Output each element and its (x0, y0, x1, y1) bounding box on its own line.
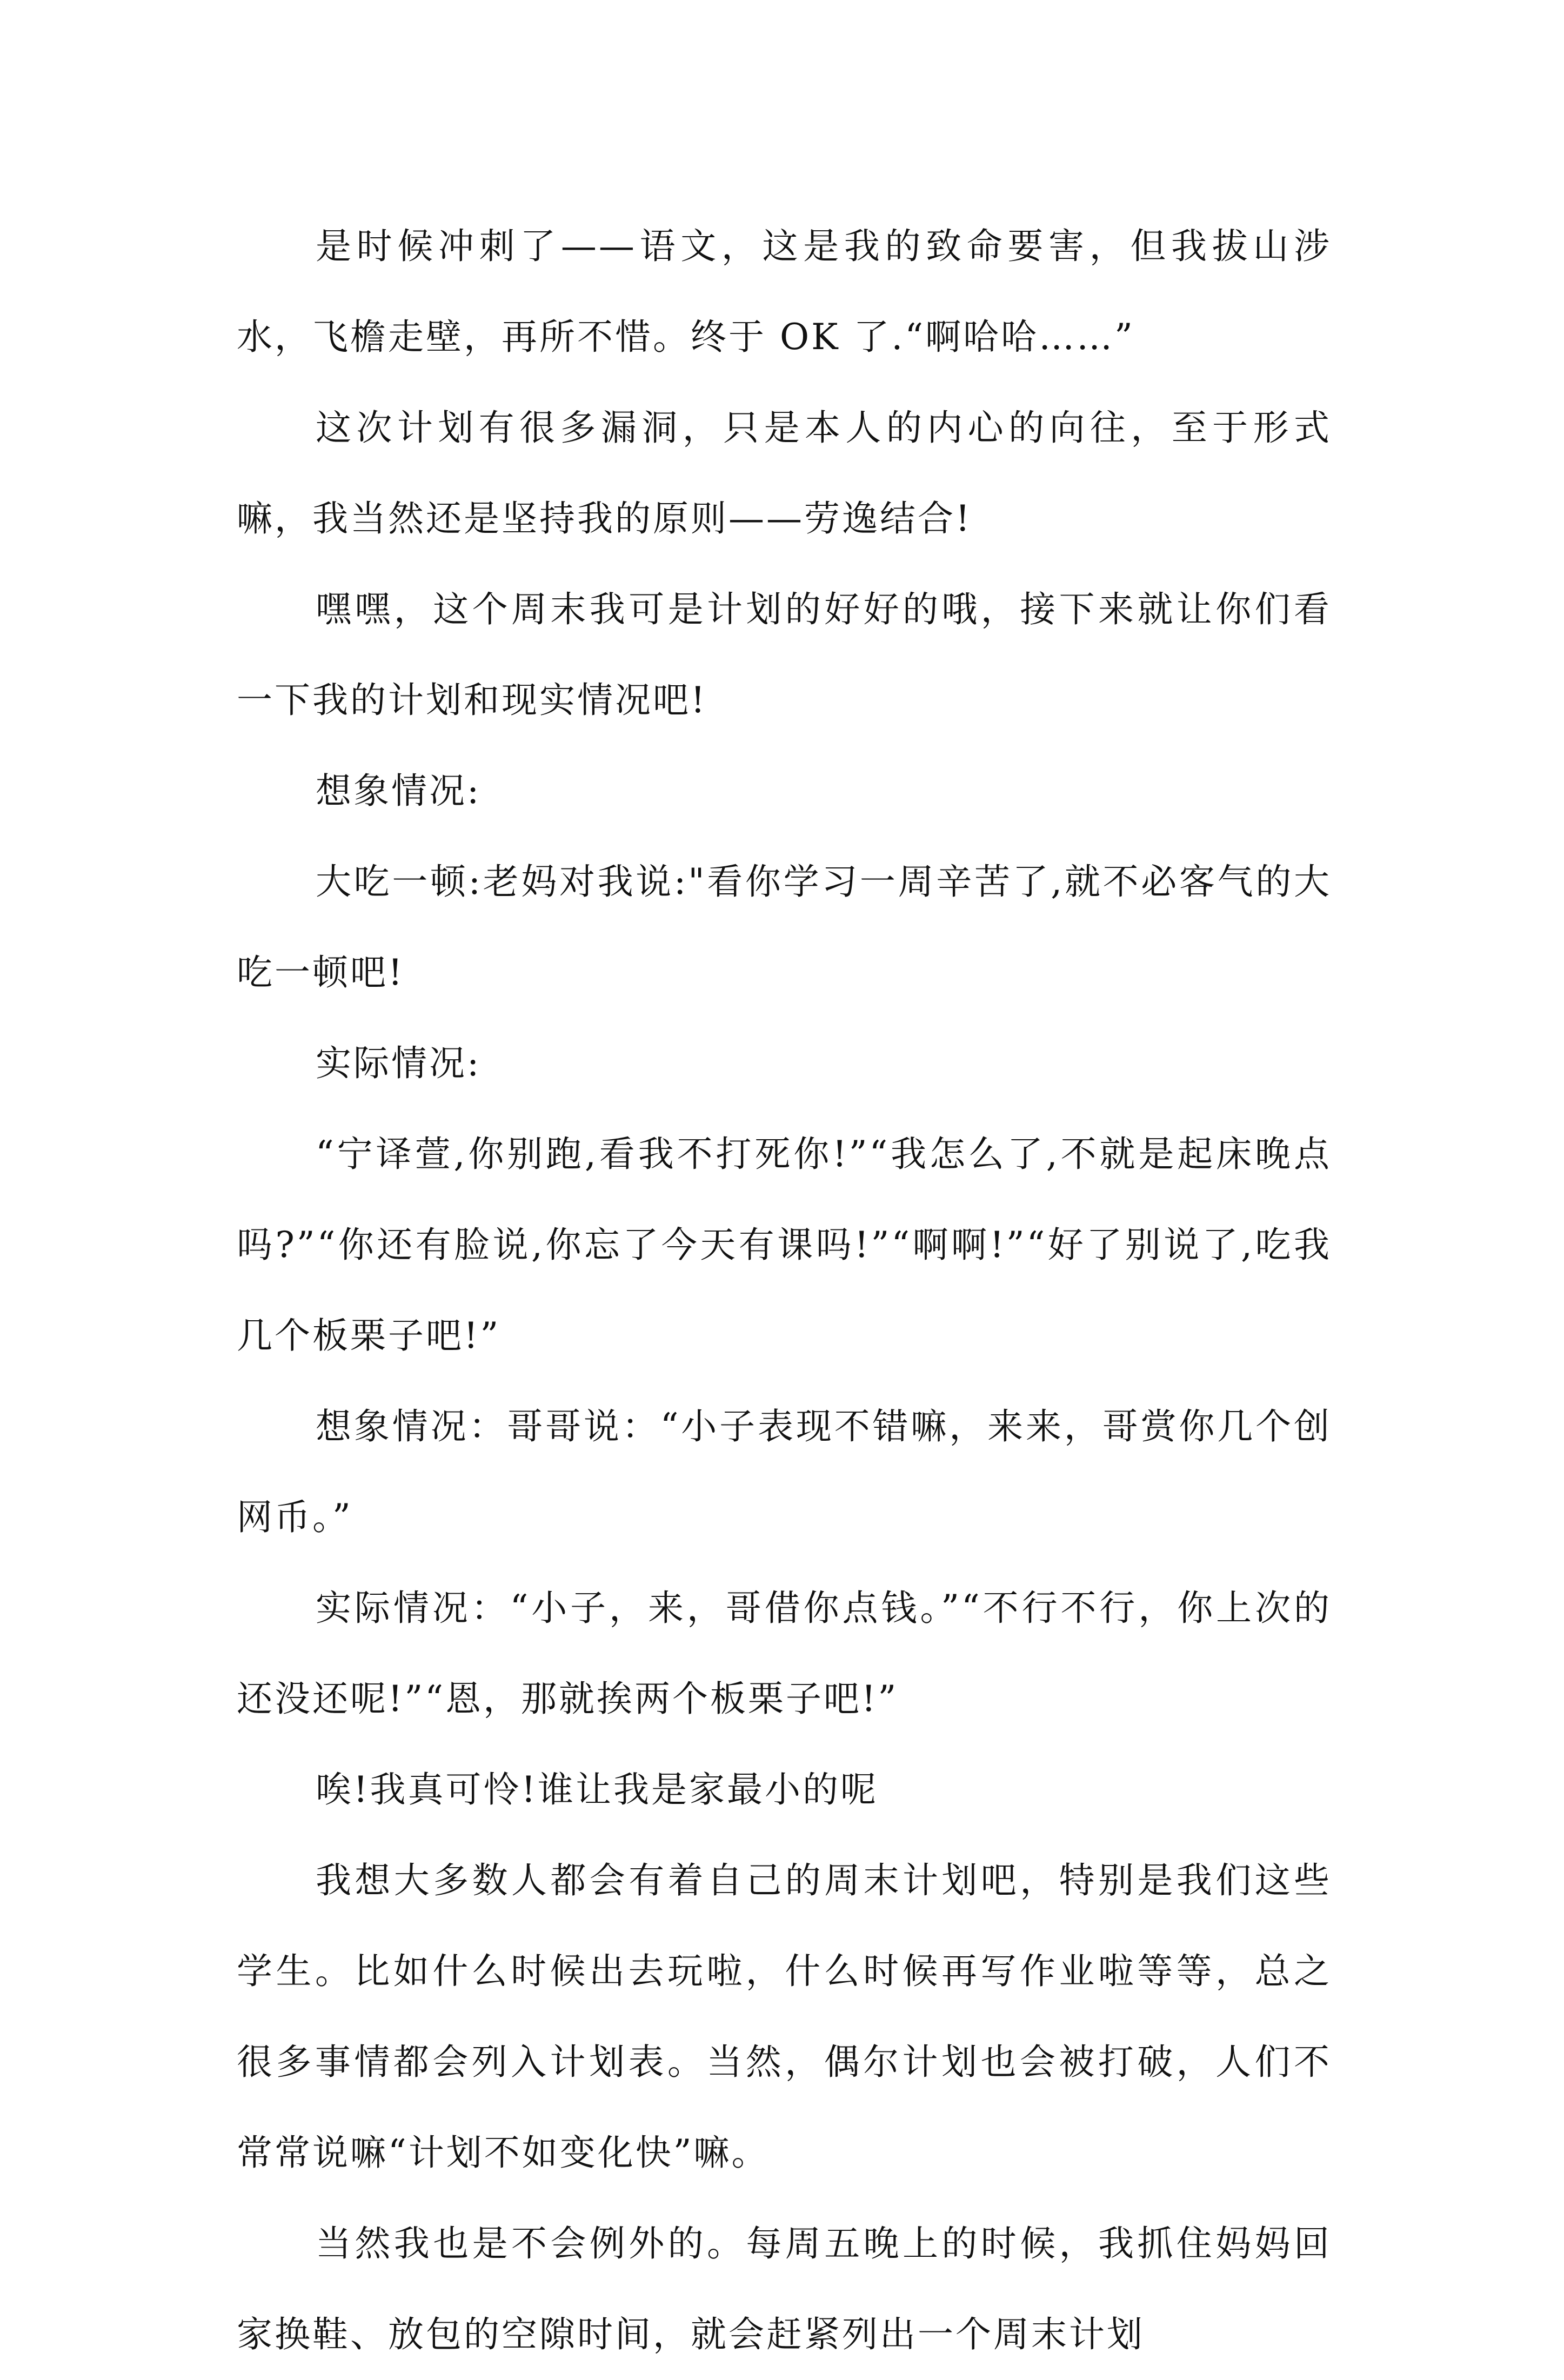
document-body (237, 201, 1332, 2380)
paragraph-10: 唉!我真可怜!谁让我是家最小的呢 (316, 1769, 879, 1810)
paragraph-12: 当然我也是不会例外的。每周五晚上的时候，我抓住妈妈回家换鞋、放包的空隙时间，就会赶紧列出一个周末计划 (237, 2223, 1332, 2355)
paragraph-5: 大吃一顿:老妈对我说:"看你学习一周辛苦了,就不必客气的大吃一顿吧! (237, 861, 1332, 993)
paragraph-4: 想象情况: (316, 770, 482, 812)
paragraph-6: 实际情况: (316, 1042, 482, 1084)
paragraph-2: 这次计划有很多漏洞，只是本人的内心的向往，至于形式嘛，我当然还是坚持我的原则——劳逸结合! (237, 407, 1332, 539)
paragraph-3: 嘿嘿，这个周末我可是计划的好好的哦，接下来就让你们看一下我的计划和现实情况吧! (237, 589, 1332, 721)
paragraph-7: “宁译萱,你别跑,看我不打死你!”“我怎么了,不就是起床晚点吗?”“你还有脸说,你忘了今天有课吗!”“啊啊!”“好了别说了,吃我几个板栗子吧!” (237, 1133, 1332, 1356)
paragraph-9: 实际情况：“小子，来，哥借你点钱。”“不行不行，你上次的还没还呢!”“恩，那就挨两个板栗子吧!” (237, 1587, 1332, 1720)
paragraph-8: 想象情况：哥哥说：“小子表现不错嘛，来来，哥赏你几个创网币。” (237, 1406, 1332, 1538)
paragraph-1: 是时候冲刺了——语文，这是我的致命要害，但我拔山涉水，飞檐走壁，再所不惜。终于 OK 了.“啊哈哈……” (237, 225, 1332, 358)
paragraph-11: 我想大多数人都会有着自己的周末计划吧，特别是我们这些学生。比如什么时候出去玩啦，什么时候再写作业啦等等，总之很多事情都会列入计划表。当然，偶尔计划也会被打破，人们不常常说嘛“计划不如变化快”嘛。 (237, 1860, 1332, 2174)
